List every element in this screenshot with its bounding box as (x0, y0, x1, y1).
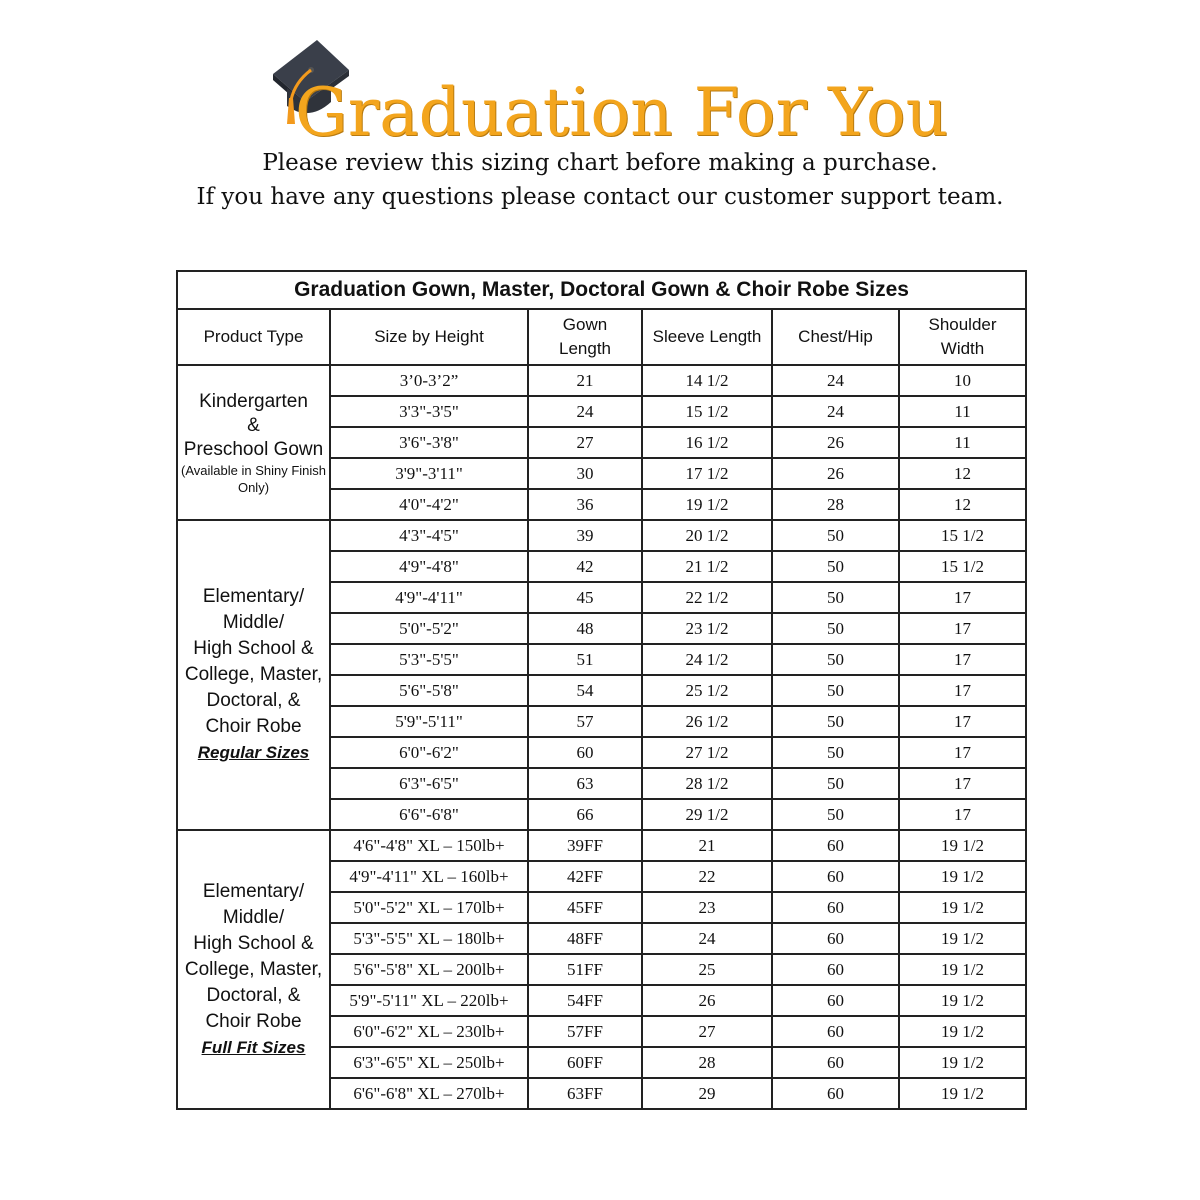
header-shoulder-width: Shoulder Width (899, 309, 1026, 365)
gown-length-cell: 39 (528, 520, 642, 551)
shoulder-width-cell: 15 1/2 (899, 520, 1026, 551)
sleeve-length-cell: 25 (642, 954, 772, 985)
shoulder-width-cell: 17 (899, 675, 1026, 706)
header-gown-length: Gown Length (528, 309, 642, 365)
sleeve-length-cell: 29 (642, 1078, 772, 1109)
sleeve-length-cell: 16 1/2 (642, 427, 772, 458)
gown-length-cell: 66 (528, 799, 642, 830)
chest-hip-cell: 60 (772, 830, 899, 861)
gown-length-cell: 21 (528, 365, 642, 396)
chest-hip-cell: 60 (772, 954, 899, 985)
sleeve-length-cell: 22 (642, 861, 772, 892)
gown-length-cell: 27 (528, 427, 642, 458)
shoulder-width-cell: 17 (899, 799, 1026, 830)
shoulder-width-cell: 11 (899, 427, 1026, 458)
product-type-cell (177, 365, 330, 520)
sleeve-length-cell: 27 1/2 (642, 737, 772, 768)
shoulder-width-cell: 19 1/2 (899, 985, 1026, 1016)
sleeve-length-cell: 14 1/2 (642, 365, 772, 396)
gown-length-cell: 63FF (528, 1078, 642, 1109)
product-type-line: High School & (193, 638, 314, 659)
shoulder-width-cell: 12 (899, 458, 1026, 489)
chest-hip-cell: 60 (772, 985, 899, 1016)
gown-length-cell: 60FF (528, 1047, 642, 1078)
size-by-height-cell: 3'9"-3'11" (330, 458, 528, 489)
shoulder-width-cell: 19 1/2 (899, 861, 1026, 892)
gown-length-cell: 42 (528, 551, 642, 582)
size-by-height-cell: 6'3"-6'5" XL – 250lb+ (330, 1047, 528, 1078)
sleeve-length-cell: 19 1/2 (642, 489, 772, 520)
shoulder-width-cell: 19 1/2 (899, 1016, 1026, 1047)
size-by-height-cell: 6'6"-6'8" (330, 799, 528, 830)
chest-hip-cell: 60 (772, 1016, 899, 1047)
size-by-height-cell: 3’0-3’2” (330, 365, 528, 396)
size-category-label: Full Fit Sizes (201, 1037, 306, 1057)
sleeve-length-cell: 28 1/2 (642, 768, 772, 799)
sleeve-length-cell: 27 (642, 1016, 772, 1047)
gown-length-cell: 30 (528, 458, 642, 489)
size-by-height-cell: 5'9"-5'11" XL – 220lb+ (330, 985, 528, 1016)
chest-hip-cell: 50 (772, 737, 899, 768)
product-type-line: & (247, 414, 260, 436)
gown-length-cell: 24 (528, 396, 642, 427)
sleeve-length-cell: 28 (642, 1047, 772, 1078)
gown-length-cell: 42FF (528, 861, 642, 892)
product-type-cell (177, 520, 330, 830)
size-by-height-cell: 5'0"-5'2" (330, 613, 528, 644)
shoulder-width-cell: 19 1/2 (899, 1078, 1026, 1109)
product-type-line: Middle/ (222, 906, 285, 928)
chest-hip-cell: 60 (772, 861, 899, 892)
gown-length-cell: 36 (528, 489, 642, 520)
sleeve-length-cell: 17 1/2 (642, 458, 772, 489)
sleeve-length-cell: 21 1/2 (642, 551, 772, 582)
size-by-height-cell: 4'6"-4'8" XL – 150lb+ (330, 830, 528, 861)
gown-length-cell: 51 (528, 644, 642, 675)
size-by-height-cell: 6'6"-6'8" XL – 270lb+ (330, 1078, 528, 1109)
chest-hip-cell: 50 (772, 768, 899, 799)
gown-length-cell: 45FF (528, 892, 642, 923)
sleeve-length-cell: 24 1/2 (642, 644, 772, 675)
table-row (177, 520, 1026, 551)
size-by-height-cell: 6'0"-6'2" (330, 737, 528, 768)
product-type-line: Preschool Gown (183, 438, 324, 460)
size-category-label: Regular Sizes (197, 743, 310, 762)
shoulder-width-cell: 17 (899, 644, 1026, 675)
sleeve-length-cell: 29 1/2 (642, 799, 772, 830)
product-type-line: Elementary/ (202, 880, 305, 902)
shoulder-width-cell: 12 (899, 489, 1026, 520)
shoulder-width-cell: 19 1/2 (899, 923, 1026, 954)
product-type-cell (177, 830, 330, 1109)
size-by-height-cell: 3'6"-3'8" (330, 427, 528, 458)
size-by-height-cell: 5'9"-5'11" (330, 706, 528, 737)
header-sleeve-length: Sleeve Length (642, 309, 772, 365)
product-type-line: Elementary/ (202, 586, 305, 607)
header-product-type: Product Type (177, 309, 330, 365)
chest-hip-cell: 24 (772, 365, 899, 396)
product-type-line: Kindergarten (199, 390, 308, 412)
product-type-line: Choir Robe (205, 1010, 302, 1032)
header-size-by-height: Size by Height (330, 309, 528, 365)
gown-length-cell: 51FF (528, 954, 642, 985)
gown-length-cell: 54 (528, 675, 642, 706)
size-by-height-cell: 4'9"-4'11" XL – 160lb+ (330, 861, 528, 892)
gown-length-cell: 63 (528, 768, 642, 799)
chest-hip-cell: 60 (772, 1047, 899, 1078)
shoulder-width-cell: 17 (899, 706, 1026, 737)
chest-hip-cell: 50 (772, 644, 899, 675)
chest-hip-cell: 50 (772, 551, 899, 582)
shoulder-width-cell: 19 1/2 (899, 1047, 1026, 1078)
intro-line-2: If you have any questions please contact our customer support team. (196, 184, 1004, 210)
sleeve-length-cell: 26 1/2 (642, 706, 772, 737)
sleeve-length-cell: 23 1/2 (642, 613, 772, 644)
gown-length-cell: 39FF (528, 830, 642, 861)
size-by-height-cell: 5'3"-5'5" (330, 644, 528, 675)
size-by-height-cell: 4'9"-4'11" (330, 582, 528, 613)
gown-length-cell: 60 (528, 737, 642, 768)
shoulder-width-cell: 17 (899, 737, 1026, 768)
gown-length-cell: 48 (528, 613, 642, 644)
chest-hip-cell: 28 (772, 489, 899, 520)
product-type-line: Doctoral, & (206, 984, 301, 1006)
sleeve-length-cell: 24 (642, 923, 772, 954)
chest-hip-cell: 50 (772, 799, 899, 830)
chest-hip-cell: 50 (772, 675, 899, 706)
sleeve-length-cell: 15 1/2 (642, 396, 772, 427)
sleeve-length-cell: 20 1/2 (642, 520, 772, 551)
chest-hip-cell: 50 (772, 613, 899, 644)
shoulder-width-cell: 17 (899, 613, 1026, 644)
size-by-height-cell: 4'3"-4'5" (330, 520, 528, 551)
table-header-row (177, 309, 1026, 365)
chest-hip-cell: 50 (772, 582, 899, 613)
shoulder-width-cell: 19 1/2 (899, 892, 1026, 923)
size-by-height-cell: 6'0"-6'2" XL – 230lb+ (330, 1016, 528, 1047)
chest-hip-cell: 24 (772, 396, 899, 427)
product-type-line: Choir Robe (205, 716, 302, 737)
table-row (177, 830, 1026, 861)
header-chest-hip: Chest/Hip (772, 309, 899, 365)
sizing-table (176, 270, 1027, 1110)
size-by-height-cell: 5'6"-5'8" (330, 675, 528, 706)
chest-hip-cell: 60 (772, 923, 899, 954)
chest-hip-cell: 26 (772, 427, 899, 458)
shoulder-width-cell: 19 1/2 (899, 830, 1026, 861)
size-by-height-cell: 5'6"-5'8" XL – 200lb+ (330, 954, 528, 985)
gown-length-cell: 45 (528, 582, 642, 613)
size-by-height-cell: 6'3"-6'5" (330, 768, 528, 799)
shoulder-width-cell: 15 1/2 (899, 551, 1026, 582)
chest-hip-cell: 50 (772, 706, 899, 737)
size-by-height-cell: 4'9"-4'8" (330, 551, 528, 582)
product-type-line: High School & (193, 932, 314, 954)
shoulder-width-cell: 19 1/2 (899, 954, 1026, 985)
shoulder-width-cell: 17 (899, 582, 1026, 613)
size-by-height-cell: 5'0"-5'2" XL – 170lb+ (330, 892, 528, 923)
product-type-line: Middle/ (222, 612, 285, 633)
product-type-line: College, Master, (184, 664, 323, 685)
table-caption: Graduation Gown, Master, Doctoral Gown & Choir Robe Sizes (177, 271, 1026, 309)
size-by-height-cell: 5'3"-5'5" XL – 180lb+ (330, 923, 528, 954)
intro-line-1: Please review this sizing chart before making a purchase. (262, 150, 938, 176)
gown-length-cell: 57FF (528, 1016, 642, 1047)
size-by-height-cell: 4'0"-4'2" (330, 489, 528, 520)
gown-length-cell: 48FF (528, 923, 642, 954)
gown-length-cell: 57 (528, 706, 642, 737)
product-type-note: (Available in Shiny Finish Only) (181, 462, 326, 495)
chest-hip-cell: 26 (772, 458, 899, 489)
chest-hip-cell: 50 (772, 520, 899, 551)
shoulder-width-cell: 17 (899, 768, 1026, 799)
sleeve-length-cell: 23 (642, 892, 772, 923)
sleeve-length-cell: 21 (642, 830, 772, 861)
sleeve-length-cell: 25 1/2 (642, 675, 772, 706)
shoulder-width-cell: 11 (899, 396, 1026, 427)
shoulder-width-cell: 10 (899, 365, 1026, 396)
table-row (177, 365, 1026, 396)
brand-name: Graduation For You (295, 74, 949, 151)
chest-hip-cell: 60 (772, 1078, 899, 1109)
size-by-height-cell: 3'3"-3'5" (330, 396, 528, 427)
chest-hip-cell: 60 (772, 892, 899, 923)
sleeve-length-cell: 22 1/2 (642, 582, 772, 613)
sleeve-length-cell: 26 (642, 985, 772, 1016)
product-type-line: College, Master, (184, 958, 323, 980)
brand-logo (265, 22, 955, 151)
product-type-line: Doctoral, & (206, 690, 301, 711)
gown-length-cell: 54FF (528, 985, 642, 1016)
